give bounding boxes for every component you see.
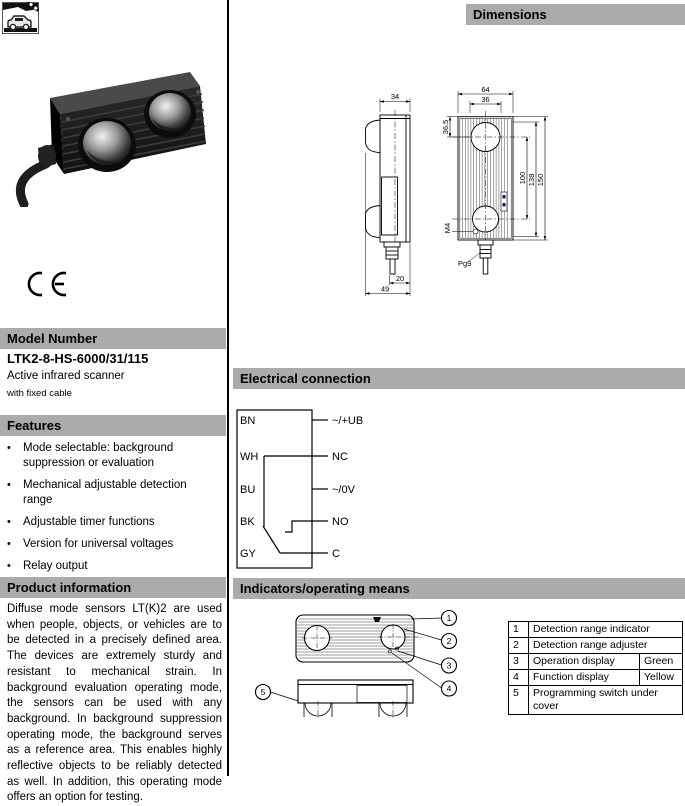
feature-text: Version for universal voltages xyxy=(23,538,174,550)
indicators-drawing xyxy=(240,605,465,725)
row-description: Programming switch under cover xyxy=(529,686,683,715)
left-column xyxy=(0,0,227,804)
column-divider xyxy=(227,0,229,776)
row-number: 2 xyxy=(509,638,529,654)
row-value: Green xyxy=(640,654,683,670)
terminal-label-ub: ~/+UB xyxy=(332,415,364,427)
row-number: 4 xyxy=(509,670,529,686)
row-number: 5 xyxy=(509,686,529,715)
row-description: Operation display xyxy=(529,654,640,670)
cable-note: with fixed cable xyxy=(7,388,72,399)
features-header: Features xyxy=(0,415,226,436)
terminal-label-nc: NC xyxy=(332,451,348,463)
dim-label-cable-width: 20 xyxy=(395,274,405,283)
electrical-diagram xyxy=(236,405,426,575)
bullet-icon: • xyxy=(7,479,11,491)
dim-label-front-width: 64 xyxy=(481,85,490,94)
callout-2: 2 xyxy=(446,636,452,646)
feature-text: Adjustable timer functions xyxy=(23,516,155,528)
table-row xyxy=(509,622,683,638)
table-row xyxy=(509,670,683,686)
table-row xyxy=(509,654,683,670)
feature-item xyxy=(7,441,218,471)
dim-label-lens-offset: 36 xyxy=(481,95,490,104)
table-row xyxy=(509,638,683,654)
product-info-header: Product information xyxy=(0,577,226,598)
dim-label-top-to-lens: 36.5 xyxy=(441,119,450,135)
terminal-label-c: C xyxy=(332,548,340,560)
dim-label-thread: M4 xyxy=(443,222,452,234)
feature-text: Mechanical adjustable detection range xyxy=(23,479,187,506)
bullet-icon: • xyxy=(7,442,11,454)
bullet-icon: • xyxy=(7,560,11,572)
electrical-header: Electrical connection xyxy=(233,368,685,389)
dimensions-drawing xyxy=(340,85,570,307)
feature-text: Mode selectable: background suppression or evaluation xyxy=(23,442,174,469)
row-description: Detection range indicator xyxy=(529,622,683,638)
dim-label-height: 150 xyxy=(536,173,545,187)
product-subtitle: Active infrared scanner xyxy=(7,370,125,382)
row-value: Yellow xyxy=(640,670,683,686)
row-number: 1 xyxy=(509,622,529,638)
model-number-text: LTK2-8-HS-6000/31/115 xyxy=(7,351,149,366)
feature-item xyxy=(7,478,218,508)
bullet-icon: • xyxy=(7,516,11,528)
dimensions-header: Dimensions xyxy=(466,4,685,25)
row-description: Function display xyxy=(529,670,640,686)
feature-item xyxy=(7,537,218,552)
callout-5: 5 xyxy=(260,687,266,697)
terminal-label-0v: ~/0V xyxy=(332,484,355,496)
dim-label-side-width: 34 xyxy=(390,92,400,101)
dim-label-depth: 49 xyxy=(380,284,390,294)
wire-label-bk: BK xyxy=(240,516,255,528)
wire-label-gy: GY xyxy=(240,548,256,560)
dim-label-hole-spacing: 138 xyxy=(527,173,536,187)
product-info-text: Diffuse mode sensors LT(K)2 are used when people, objects, or vehicles are to be detected in a precisely defined area. The devices are extremely sturdy and resistant to mechanical strain. In background evaluation operating mode, the sensors can be used with any background. In background suppression operating mode, the background serves as a reference area. This enables highly reflective objects to be reliably detected as well. In addition, this operating mode offers an option for testing. xyxy=(7,603,222,804)
callout-3: 3 xyxy=(446,660,452,671)
features-list xyxy=(7,441,218,581)
row-number: 3 xyxy=(509,654,529,670)
product-photo xyxy=(8,52,220,207)
dim-label-lens-spacing: 100 xyxy=(518,171,527,185)
model-number-header: Model Number xyxy=(0,328,226,349)
feature-item xyxy=(7,559,218,574)
wire-label-bn: BN xyxy=(240,415,256,427)
ce-mark xyxy=(25,270,69,298)
vehicle-detection-icon xyxy=(2,2,39,34)
dim-label-gland: Pg9 xyxy=(458,259,472,268)
wire-label-bu: BU xyxy=(240,484,256,496)
callout-1: 1 xyxy=(446,613,452,623)
callout-4: 4 xyxy=(446,683,452,694)
terminal-label-no: NO xyxy=(332,516,349,528)
row-description: Detection range adjuster xyxy=(529,638,683,654)
wire-label-wh: WH xyxy=(240,451,259,463)
indicators-table xyxy=(508,621,683,715)
indicators-header: Indicators/operating means xyxy=(233,578,685,599)
table-row xyxy=(509,686,683,715)
feature-text: Relay output xyxy=(23,560,88,572)
bullet-icon: • xyxy=(7,538,11,550)
feature-item xyxy=(7,515,218,530)
